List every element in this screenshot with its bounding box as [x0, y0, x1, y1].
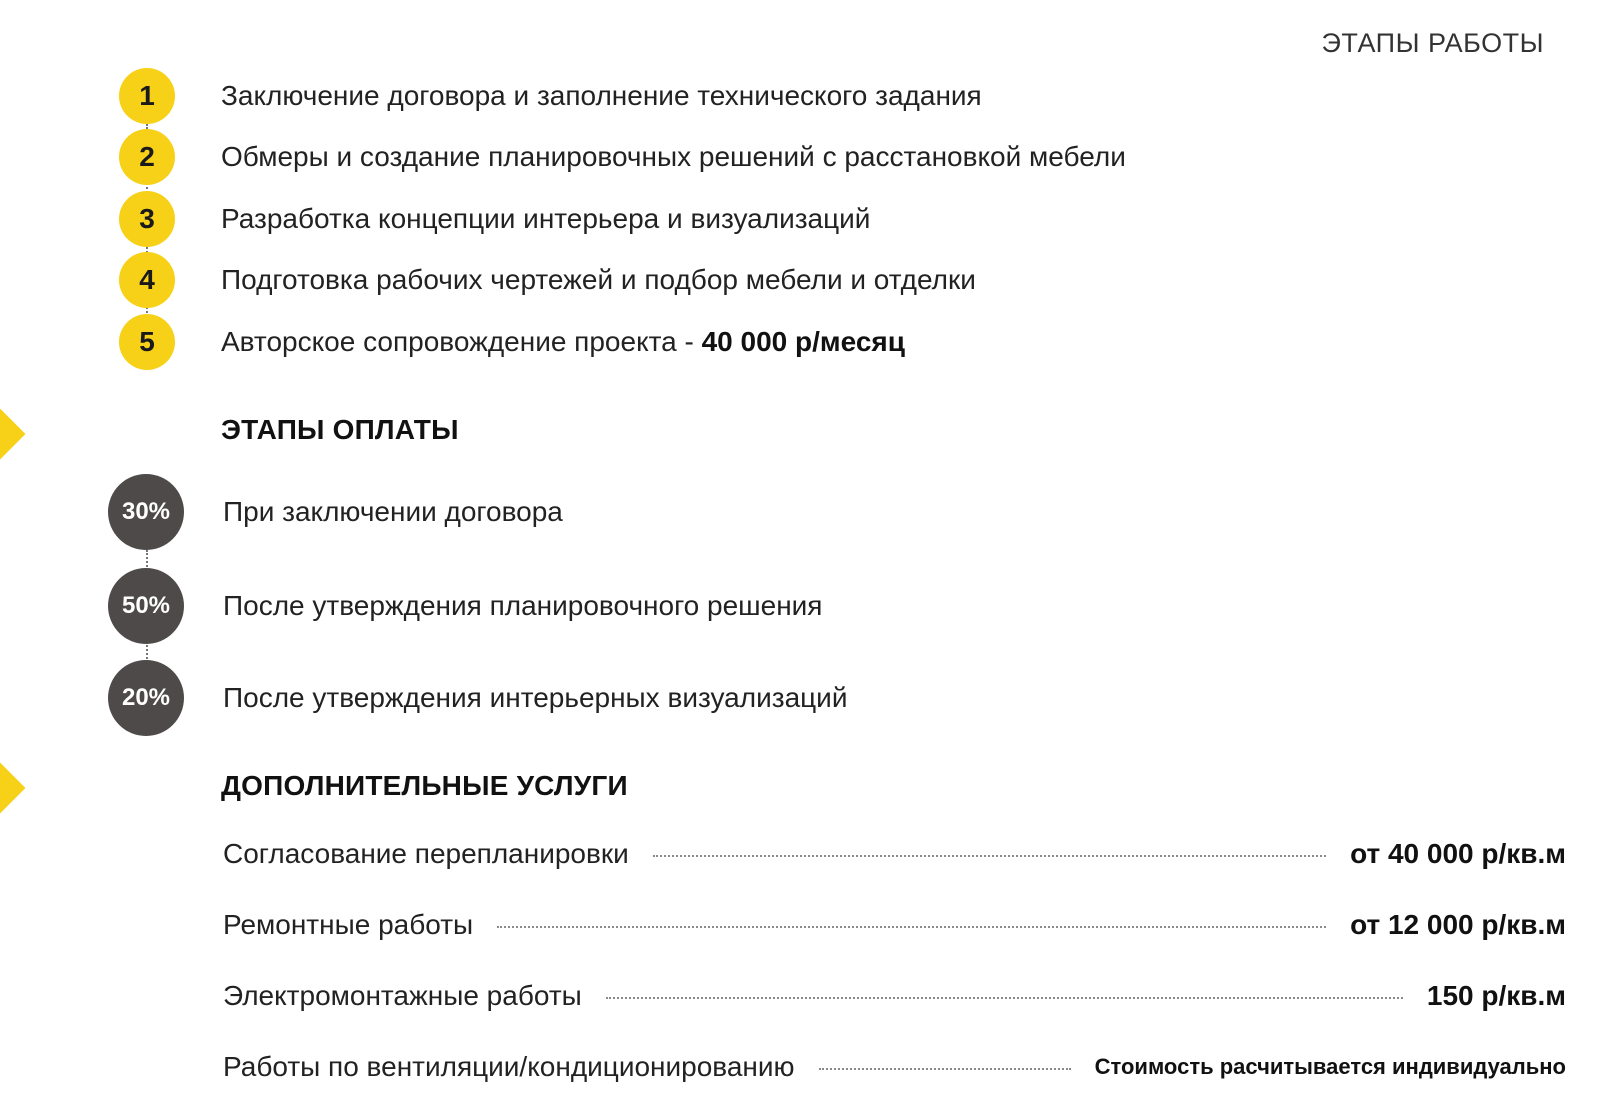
payment-heading: ЭТАПЫ ОПЛАТЫ [221, 414, 459, 445]
payment-percent-badge: 50% [108, 568, 184, 644]
service-name: Работы по вентиляции/кондиционированию [223, 1051, 795, 1082]
stage-text-main: Заключение договора и заполнение технического задания [221, 80, 982, 111]
section-marker-diamond [0, 409, 25, 460]
stage-price: 40 000 р/месяц [701, 326, 905, 357]
stage-number-badge: 5 [119, 314, 175, 370]
payment-stage-text: При заключении договора [223, 496, 563, 527]
stage-number-badge: 2 [119, 129, 175, 185]
stage-text [221, 191, 870, 247]
dotted-leader [497, 926, 1326, 928]
payment-percent-badge: 20% [108, 660, 184, 736]
stage-text-main: Авторское сопровождение проекта - [221, 326, 702, 357]
stage-number-badge: 3 [119, 191, 175, 247]
service-item [223, 834, 1566, 874]
stage-number-badge: 4 [119, 252, 175, 308]
stage-text-main: Обмеры и создание планировочных решений с расстановкой мебели [221, 141, 1126, 172]
service-item [223, 976, 1566, 1016]
stage-text [221, 129, 1126, 185]
service-price: Стоимость расчитывается индивидуально [1094, 1054, 1566, 1079]
stage-text [221, 68, 982, 124]
service-item [223, 1047, 1566, 1087]
service-name: Согласование перепланировки [223, 838, 629, 869]
dotted-leader [606, 997, 1403, 999]
services-heading: ДОПОЛНИТЕЛЬНЫЕ УСЛУГИ [221, 770, 628, 801]
section-marker-diamond [0, 763, 25, 814]
payment-percent-badge: 30% [108, 474, 184, 550]
service-price: от 40 000 р/кв.м [1350, 838, 1566, 869]
dotted-leader [653, 855, 1326, 857]
stage-text [221, 252, 976, 308]
stage-text-main: Разработка концепции интерьера и визуализаций [221, 203, 871, 234]
page-title: ЭТАПЫ РАБОТЫ [1321, 28, 1544, 58]
payment-stage-text: После утверждения интерьерных визуализаций [223, 682, 848, 713]
stage-text [221, 314, 905, 370]
service-name: Ремонтные работы [223, 909, 474, 940]
payment-stage-text: После утверждения планировочного решения [223, 590, 823, 621]
service-price: 150 р/кв.м [1426, 980, 1566, 1011]
stage-text-main: Подготовка рабочих чертежей и подбор мебели и отделки [221, 264, 976, 295]
service-item [223, 905, 1566, 945]
dotted-leader [819, 1068, 1071, 1070]
stage-number-badge: 1 [119, 68, 175, 124]
service-price: от 12 000 р/кв.м [1350, 909, 1566, 940]
service-name: Электромонтажные работы [223, 980, 582, 1011]
